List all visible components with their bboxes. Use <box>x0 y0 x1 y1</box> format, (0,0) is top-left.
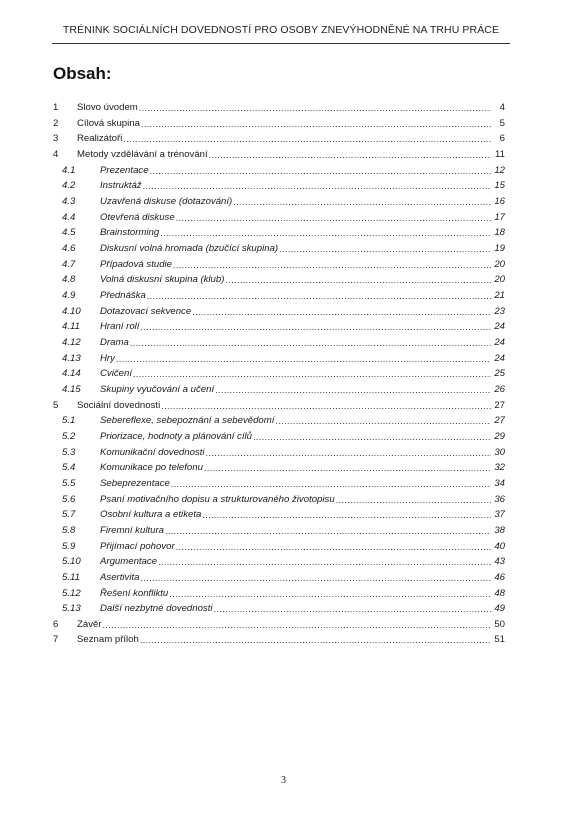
toc-entry[interactable] <box>53 617 505 631</box>
toc-entry-label: Sebereflexe, sebepoznání a sebevědomí <box>100 415 275 427</box>
toc-entry[interactable] <box>53 272 505 286</box>
toc-entry-label: Hraní rolí <box>100 321 140 333</box>
toc-entry-number: 4.5 <box>62 227 76 239</box>
toc-dot-leader <box>215 384 491 396</box>
toc-entry-number: 5.4 <box>62 462 76 474</box>
toc-dot-leader <box>209 149 491 161</box>
toc-entry-number: 5.3 <box>62 446 76 458</box>
toc-entry-label: Případová studie <box>100 258 172 270</box>
toc-entry-page: 11 <box>495 149 505 160</box>
toc-entry-number: 4 <box>53 149 59 160</box>
toc-entry-label: Cvičení <box>100 368 132 380</box>
toc-entry-number: 7 <box>53 634 59 646</box>
toc-dot-leader <box>214 603 491 615</box>
toc-entry-page: 30 <box>494 446 505 458</box>
toc-dot-leader <box>141 118 491 130</box>
toc-entry-label: Priorizace, hodnoty a plánování cílů <box>100 430 252 442</box>
toc-entry[interactable] <box>53 210 505 224</box>
toc-dot-leader <box>176 212 491 224</box>
toc-entry-label: Sociální dovednosti <box>77 399 161 411</box>
toc-entry-page: 21 <box>494 289 505 301</box>
toc-dot-leader <box>173 259 491 271</box>
toc-dot-leader <box>140 634 491 646</box>
toc-entry[interactable] <box>53 319 505 333</box>
toc-dot-leader <box>133 368 491 380</box>
toc-entry-page: 36 <box>494 493 505 505</box>
toc-entry-label: Přednáška <box>100 289 146 301</box>
toc-entry-page: 24 <box>494 352 505 364</box>
toc-entry-label: Asertivita <box>100 571 140 583</box>
toc-entry-page: 32 <box>494 462 505 474</box>
toc-entry-page: 5 <box>499 117 505 129</box>
toc-entry-number: 5 <box>53 399 59 411</box>
toc-entry[interactable] <box>53 225 505 239</box>
toc-entry-label: Prezentace <box>100 164 149 176</box>
toc-entry-page: 20 <box>494 274 505 286</box>
toc-entry-number: 4.14 <box>62 368 81 380</box>
toc-entry-page: 6 <box>499 133 505 145</box>
toc-dot-leader <box>279 243 491 255</box>
toc-entry[interactable] <box>53 413 505 427</box>
toc-entry-number: 4.2 <box>62 180 76 192</box>
toc-dot-leader <box>103 619 491 631</box>
toc-dot-leader <box>176 541 491 553</box>
toc-entry-page: 49 <box>494 603 505 615</box>
toc-entry[interactable] <box>53 194 505 208</box>
toc-entry[interactable] <box>53 523 505 537</box>
toc-entry-number: 4.4 <box>62 211 76 223</box>
toc-entry-number: 5.11 <box>62 571 80 583</box>
page-number: 3 <box>281 775 286 786</box>
toc-entry-number: 4.13 <box>62 352 81 364</box>
toc-entry[interactable] <box>53 476 505 490</box>
toc-entry[interactable] <box>53 163 505 177</box>
toc-entry-label: Další nezbytné dovednosti <box>100 603 213 615</box>
toc-entry-label: Komunikační dovednosti <box>100 446 205 458</box>
toc-entry-label: Firemní kultura <box>100 524 164 536</box>
toc-entry[interactable] <box>53 335 505 349</box>
toc-dot-leader <box>140 321 491 333</box>
toc-dot-leader <box>150 165 491 177</box>
toc-entry-page: 25 <box>494 368 505 380</box>
toc-dot-leader <box>158 556 491 568</box>
toc-dot-leader <box>123 133 491 145</box>
toc-entry[interactable] <box>53 257 505 271</box>
toc-entry-page: 27 <box>494 399 505 411</box>
toc-entry-page: 51 <box>494 634 505 646</box>
toc-entry-page: 50 <box>494 618 505 630</box>
toc-dot-leader <box>204 462 491 474</box>
toc-entry-page: 27 <box>494 415 505 427</box>
toc-entry-page: 18 <box>494 227 505 239</box>
toc-entry-label: Osobní kultura a etiketa <box>100 509 202 521</box>
toc-entry-number: 4.3 <box>62 196 76 207</box>
toc-dot-leader <box>233 196 491 208</box>
toc-entry-label: Uzavřená diskuse (dotazování) <box>100 196 233 207</box>
toc-entry-label: Drama <box>100 336 129 348</box>
toc-entry-page: 20 <box>494 258 505 270</box>
running-header: TRÉNINK SOCIÁLNÍCH DOVEDNOSTÍ PRO OSOBY ZNEVÝHODNĚNÉ NA TRHU PRÁCE <box>62 24 500 36</box>
toc-dot-leader <box>161 400 491 412</box>
toc-entry-number: 4.8 <box>62 274 76 286</box>
toc-entry-label: Řešení konfliktu <box>100 587 169 599</box>
toc-entry-label: Volná diskusní skupina (klub) <box>100 274 225 286</box>
toc-entry-number: 4.10 <box>62 305 81 317</box>
toc-entry-page: 43 <box>494 556 505 568</box>
toc-dot-leader <box>225 274 491 286</box>
toc-entry-number: 5.10 <box>62 556 81 568</box>
toc-entry-label: Metody vzdělávání a trénování <box>77 149 208 160</box>
toc-entry-number: 4.1 <box>62 164 76 176</box>
toc-entry[interactable] <box>53 288 505 302</box>
toc-entry-page: 26 <box>494 383 505 395</box>
toc-entry-label: Realizátoři <box>77 133 123 145</box>
toc-entry-number: 4.11 <box>62 321 80 333</box>
toc-dot-leader <box>275 415 491 427</box>
toc-entry[interactable] <box>53 429 505 443</box>
toc-entry-number: 5.6 <box>62 493 76 505</box>
toc-entry-label: Psaní motivačního dopisu a strukturovaného životopisu <box>100 493 335 505</box>
toc-title: Obsah: <box>53 64 112 83</box>
toc-entry-number: 5.13 <box>62 603 81 615</box>
toc-entry-number: 4.7 <box>62 258 76 270</box>
toc-entry[interactable] <box>53 507 505 521</box>
toc-entry[interactable] <box>53 241 505 255</box>
toc-dot-leader <box>165 525 491 537</box>
toc-entry-label: Seznam příloh <box>77 634 139 646</box>
toc-entry[interactable] <box>53 601 505 615</box>
toc-entry[interactable] <box>53 100 505 114</box>
toc-entry-label: Instruktáž <box>100 180 142 192</box>
toc-dot-leader <box>143 180 491 192</box>
toc-entry-number: 5.8 <box>62 524 76 536</box>
toc-dot-leader <box>140 572 491 584</box>
toc-entry-label: Cílová skupina <box>77 117 140 129</box>
toc-entry-page: 12 <box>494 164 505 176</box>
toc-entry-page: 38 <box>494 524 505 536</box>
toc-dot-leader <box>192 306 491 318</box>
toc-entry-number: 4.9 <box>62 289 76 301</box>
toc-entry-number: 1 <box>53 102 59 113</box>
toc-entry[interactable] <box>53 445 505 459</box>
toc-entry[interactable] <box>53 147 505 161</box>
toc-entry-label: Diskusní volná hromada (bzučící skupina) <box>100 242 279 254</box>
toc-entry[interactable] <box>53 632 505 646</box>
toc-entry[interactable] <box>53 382 505 396</box>
toc-entry[interactable] <box>53 460 505 474</box>
toc-dot-leader <box>171 478 491 490</box>
toc-dot-leader <box>139 102 491 114</box>
toc-entry-label: Sebeprezentace <box>100 477 170 489</box>
toc-entry-number: 4.15 <box>62 383 81 395</box>
toc-entry-number: 3 <box>53 133 59 145</box>
toc-entry-label: Komunikace po telefonu <box>100 462 203 474</box>
toc-dot-leader <box>253 431 491 443</box>
toc-entry-number: 5.5 <box>62 477 76 489</box>
header-rule <box>52 43 510 44</box>
toc-entry[interactable] <box>53 492 505 506</box>
toc-dot-leader <box>202 509 491 521</box>
toc-entry[interactable] <box>53 304 505 318</box>
toc-entry-label: Hry <box>100 352 115 364</box>
toc-entry-number: 5.12 <box>62 587 81 599</box>
toc-entry[interactable] <box>53 351 505 365</box>
toc-entry-page: 24 <box>494 321 505 333</box>
toc-entry-number: 5.2 <box>62 430 76 442</box>
toc-entry-label: Skupiny vyučování a učení <box>100 383 215 395</box>
toc-entry[interactable] <box>53 131 505 145</box>
toc-entry[interactable] <box>53 570 505 584</box>
toc-entry[interactable] <box>53 398 505 412</box>
toc-entry[interactable] <box>53 539 505 553</box>
toc-dot-leader <box>336 494 491 506</box>
toc-entry-page: 29 <box>494 430 505 442</box>
toc-dot-leader <box>206 447 491 459</box>
toc-dot-leader <box>169 588 491 600</box>
toc-entry[interactable] <box>53 554 505 568</box>
toc-entry-number: 4.6 <box>62 242 76 254</box>
toc-entry[interactable] <box>53 178 505 192</box>
toc-entry-label: Otevřená diskuse <box>100 211 175 223</box>
toc-entry-page: 15 <box>494 180 505 192</box>
toc-entry-page: 24 <box>494 336 505 348</box>
toc-entry-number: 2 <box>53 117 59 129</box>
toc-entry-label: Argumentace <box>100 556 158 568</box>
toc-entry-page: 19 <box>494 242 505 254</box>
toc-entry-number: 5.1 <box>62 415 76 427</box>
toc-entry-label: Závěr <box>77 618 102 630</box>
toc-entry-page: 17 <box>494 211 505 223</box>
toc-entry-number: 5.9 <box>62 540 76 552</box>
toc-dot-leader <box>130 337 491 349</box>
toc-dot-leader <box>116 353 491 365</box>
toc-entry-page: 23 <box>494 305 505 317</box>
toc-entry-page: 4 <box>499 102 505 113</box>
toc-entry-label: Brainstorming <box>100 227 160 239</box>
toc-entry-label: Slovo úvodem <box>77 102 138 113</box>
toc-entry-label: Dotazovací sekvence <box>100 305 192 317</box>
toc-entry-page: 48 <box>494 587 505 599</box>
toc-entry[interactable] <box>53 586 505 600</box>
toc-dot-leader <box>147 290 491 302</box>
toc-entry-page: 40 <box>494 540 505 552</box>
toc-entry-number: 6 <box>53 618 59 630</box>
toc-entry-page: 37 <box>494 509 505 521</box>
toc-entry-number: 4.12 <box>62 336 81 348</box>
toc-dot-leader <box>160 227 491 239</box>
toc-entry-label: Přijímací pohovor <box>100 540 175 552</box>
toc-entry-page: 34 <box>494 477 505 489</box>
toc-entry-page: 46 <box>494 571 505 583</box>
toc-entry-page: 16 <box>494 196 505 207</box>
toc-entry[interactable] <box>53 116 505 130</box>
toc-entry-number: 5.7 <box>62 509 76 521</box>
toc-entry[interactable] <box>53 366 505 380</box>
